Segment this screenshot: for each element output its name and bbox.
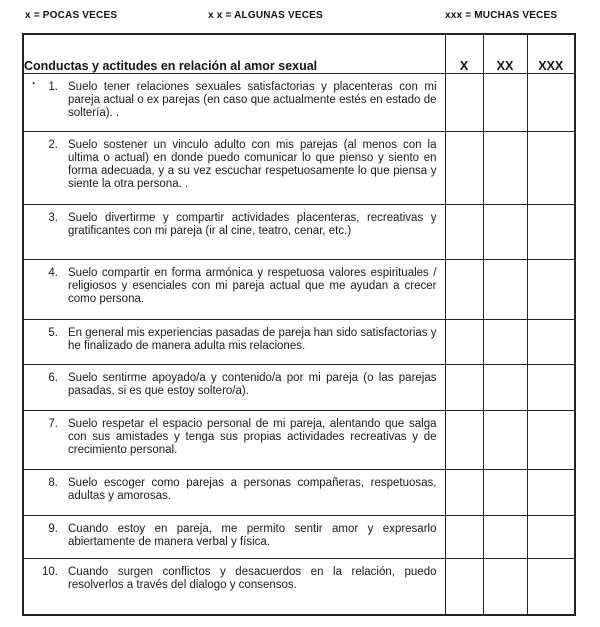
answer-cell-xxx — [527, 364, 575, 410]
answer-cell-xx — [483, 73, 527, 131]
answer-cell-x — [445, 515, 483, 558]
question-cell — [23, 131, 445, 204]
answer-cell-xx — [483, 204, 527, 259]
question-number: 7. — [48, 417, 58, 430]
question-row — [23, 515, 575, 558]
answer-cell-xx — [483, 515, 527, 558]
answer-cell-xx — [483, 319, 527, 364]
question-text: Cuando surgen conflictos y desacuerdos en la relación, puedo resolverlos a través del dialogo y consensos. — [68, 565, 437, 591]
answer-cell-xx — [483, 558, 527, 615]
answer-cell-x — [445, 259, 483, 319]
question-cell — [23, 558, 445, 615]
question-row — [23, 204, 575, 259]
question-row — [23, 410, 575, 469]
answer-cell-xxx — [527, 73, 575, 131]
question-number: 6. — [48, 371, 58, 384]
answer-cell-xxx — [527, 259, 575, 319]
question-number: 1. — [48, 80, 58, 93]
question-text: Suelo sostener un vinculo adulto con mis parejas (al menos con la ultima o actual) en donde puedo comunicar lo que pienso y siento en forma adecuada, y a su vez escuchar respetuosamente lo que piensa y siente la otra persona. . — [68, 138, 437, 190]
table-header-row — [23, 34, 575, 73]
question-text: Suelo sentirme apoyado/a y contenido/a por mi pareja (o las parejas pasadas, si es que estoy soltero/a). — [68, 371, 437, 397]
answer-cell-x — [445, 319, 483, 364]
question-row — [23, 558, 575, 615]
answer-cell-x — [445, 131, 483, 204]
question-text: Suelo respetar el espacio personal de mi pareja, alentando que salga con sus amistades y tenga sus propias actividades recreativas y de crecimiento personal. — [68, 417, 437, 456]
question-number: 2. — [48, 138, 58, 151]
question-row — [23, 319, 575, 364]
column-header-xxx: XXX — [527, 34, 575, 73]
answer-cell-xxx — [527, 410, 575, 469]
question-text: En general mis experiencias pasadas de pareja han sido satisfactorias y he finalizado de manera adulta mis relaciones. — [68, 326, 437, 352]
answer-cell-xx — [483, 259, 527, 319]
question-cell — [23, 515, 445, 558]
answer-cell-xxx — [527, 558, 575, 615]
answer-cell-xx — [483, 410, 527, 469]
column-header-x: X — [445, 34, 483, 73]
answer-cell-xx — [483, 469, 527, 515]
question-number: 5. — [48, 326, 58, 339]
question-text: Suelo tener relaciones sexuales satisfactorias y placenteras con mi pareja actual o ex parejas (en caso que actualmente estés en estado de soltería). . — [68, 80, 437, 119]
question-row — [23, 73, 575, 131]
question-cell — [23, 410, 445, 469]
question-cell — [23, 204, 445, 259]
answer-cell-xxx — [527, 319, 575, 364]
legend-algunas-veces: x x = ALGUNAS VECES — [208, 10, 323, 21]
legend-muchas-veces: xxx = MUCHAS VECES — [445, 10, 558, 21]
question-cell — [23, 364, 445, 410]
question-cell — [23, 259, 445, 319]
question-text: Cuando estoy en pareja, me permito sentir amor y expresarlo abiertamente de manera verbal y física. — [68, 522, 437, 548]
answer-cell-xx — [483, 131, 527, 204]
questionnaire-table — [22, 33, 576, 616]
rating-legend — [0, 10, 600, 24]
question-text: Suelo compartir en forma armónica y respetuosa valores espirituales / religiosos y esenciales con mi pareja actual que me ayudan a crecer como persona. — [68, 266, 437, 305]
column-header-xx: XX — [483, 34, 527, 73]
answer-cell-xxx — [527, 515, 575, 558]
answer-cell-xx — [483, 364, 527, 410]
question-row — [23, 364, 575, 410]
question-number: 9. — [48, 522, 58, 535]
question-number: 8. — [48, 476, 58, 489]
question-number: 3. — [48, 211, 58, 224]
answer-cell-xxx — [527, 204, 575, 259]
answer-cell-x — [445, 204, 483, 259]
answer-cell-xxx — [527, 131, 575, 204]
answer-cell-x — [445, 469, 483, 515]
question-text: Suelo escoger como parejas a personas compañeras, respetuosas, adultas y amorosas. — [68, 476, 437, 502]
answer-cell-x — [445, 410, 483, 469]
answer-cell-xxx — [527, 469, 575, 515]
answer-cell-x — [445, 558, 483, 615]
question-row — [23, 131, 575, 204]
question-row — [23, 469, 575, 515]
table-title: Conductas y actitudes en relación al amor sexual — [23, 34, 445, 73]
question-cell — [23, 73, 445, 131]
stray-dot: . — [32, 74, 36, 87]
answer-cell-x — [445, 364, 483, 410]
answer-cell-x — [445, 73, 483, 131]
question-cell — [23, 319, 445, 364]
question-text: Suelo divertirme y compartir actividades placenteras, recreativas y gratificantes con mi pareja (ir al cine, teatro, cenar, etc.) — [68, 211, 437, 237]
question-number: 10. — [42, 565, 58, 578]
question-cell — [23, 469, 445, 515]
question-number: 4. — [48, 266, 58, 279]
legend-pocas-veces: x = POCAS VECES — [25, 10, 118, 21]
question-row — [23, 259, 575, 319]
